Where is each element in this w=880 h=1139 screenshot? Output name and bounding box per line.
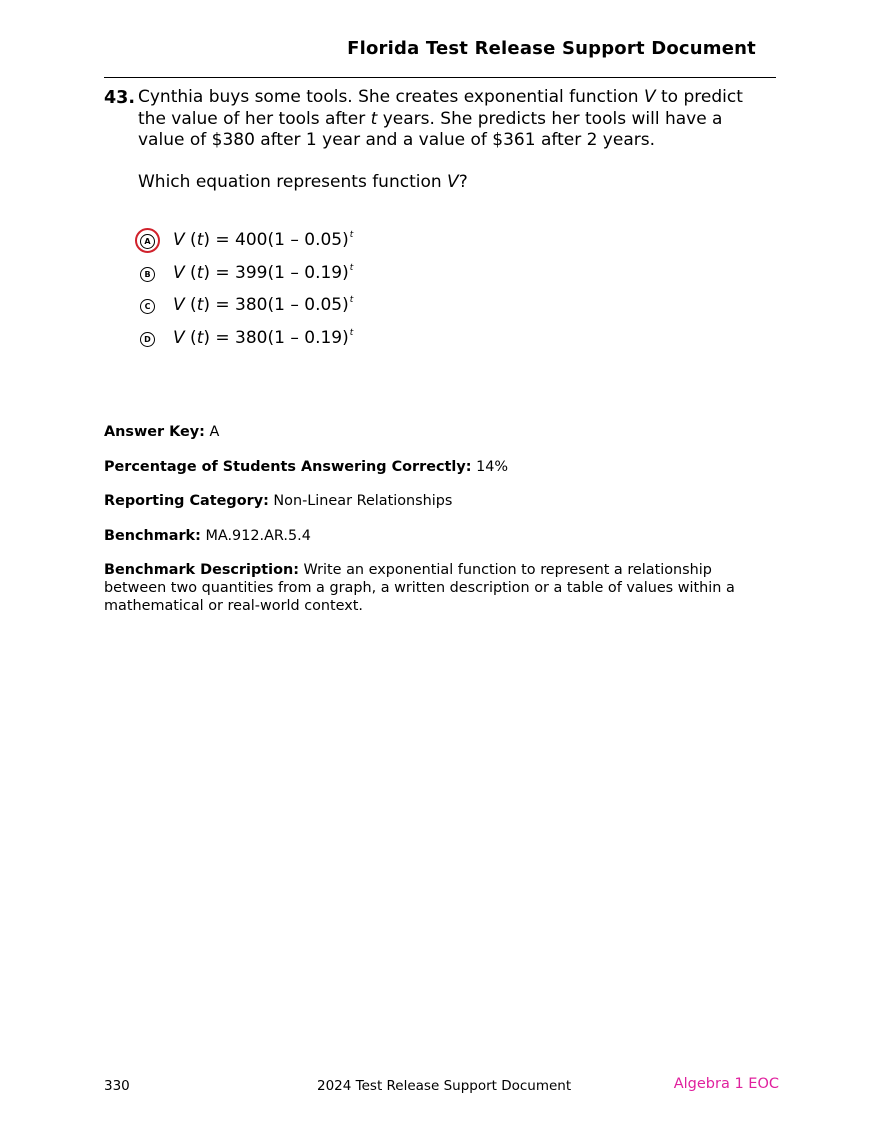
choice-d-bubble[interactable]: D <box>140 326 155 352</box>
footer-document-title: 2024 Test Release Support Document <box>317 1078 572 1094</box>
benchmark-description: Benchmark Description: Write an exponential function to represent a relationship between two quantities from a graph, a written description or a table of values within a mathematical or real-world context. <box>104 562 735 614</box>
question-prompt: Which equation represents function V? <box>138 172 468 192</box>
page-number: 330 <box>104 1078 130 1094</box>
question-number: 43. <box>104 88 136 108</box>
answer-key-line: Answer Key: A <box>104 424 220 440</box>
choice-b-bubble[interactable]: B <box>140 261 155 287</box>
choice-c-bubble[interactable]: C <box>140 293 155 319</box>
question-stem: Cynthia buys some tools. She creates exponential function V to predict the value of her tools after t years. She predicts her tools will have a value of $380 after 1 year and a value of $361 after 2 years. <box>138 87 743 150</box>
header-divider <box>104 77 776 78</box>
choice-b-expression: V (t) = 399(1 – 0.19)$^t$ <box>173 263 354 283</box>
choice-a-bubble[interactable]: A <box>140 228 155 254</box>
choice-c-expression: V (t) = 380(1 – 0.05)$^t$ <box>173 295 354 315</box>
footer-subject-label: Algebra 1 EOC <box>673 1076 779 1092</box>
reporting-category-line: Reporting Category: Non-Linear Relationships <box>104 493 453 509</box>
percent-correct-line: Percentage of Students Answering Correctly: 14% <box>104 459 509 475</box>
choice-d-expression: V (t) = 380(1 – 0.19)$^t$ <box>173 328 354 348</box>
choice-a-expression: V (t) = 400(1 – 0.05)$^t$ <box>173 230 354 250</box>
document-header-title: Florida Test Release Support Document <box>347 38 756 59</box>
benchmark-line: Benchmark: MA.912.AR.5.4 <box>104 528 311 544</box>
